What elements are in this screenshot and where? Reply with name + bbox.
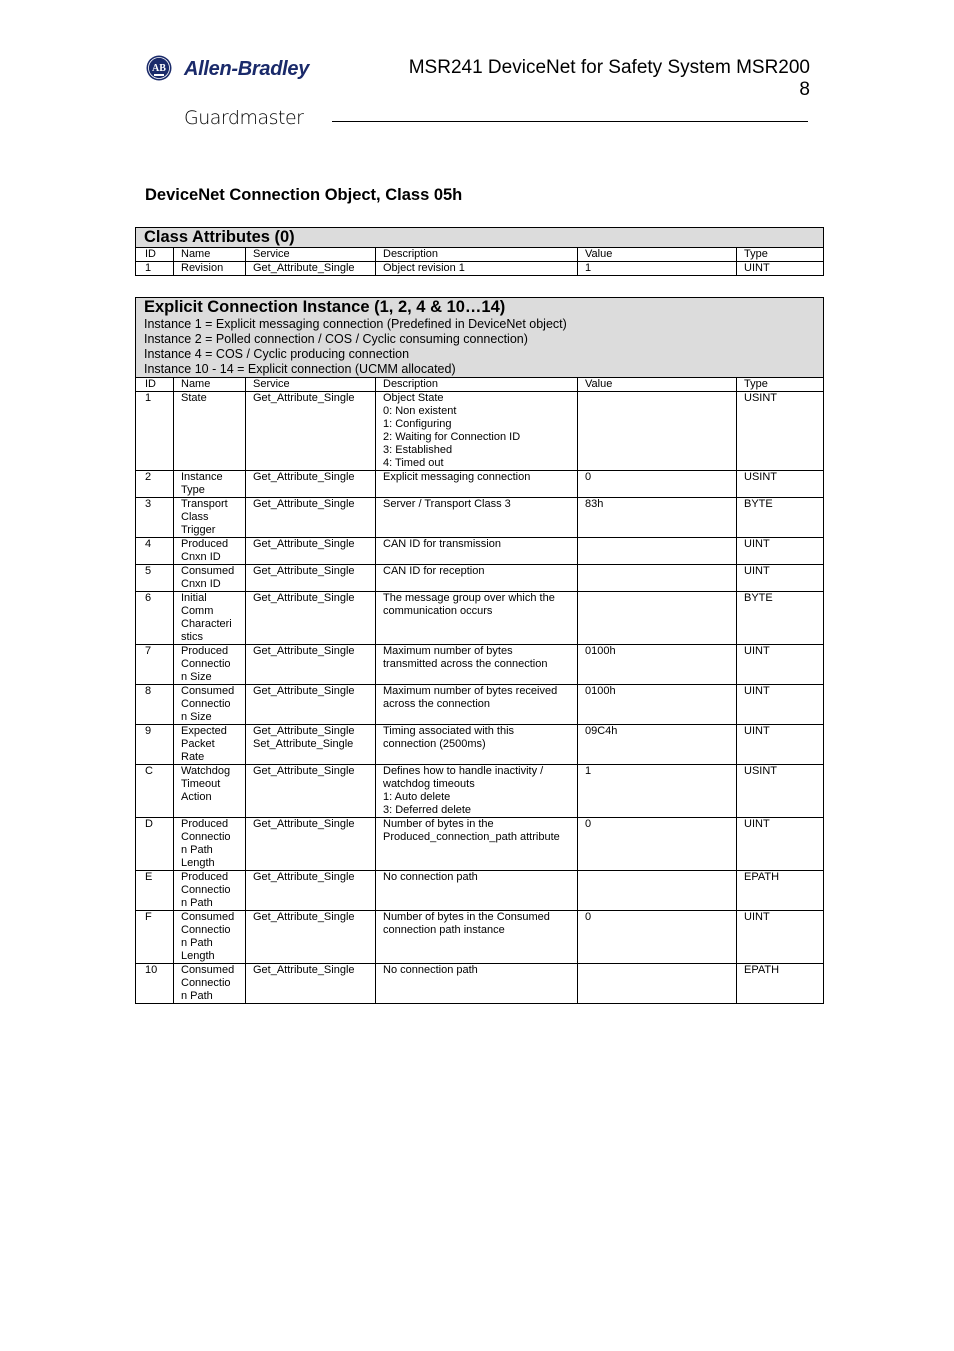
table-cell: No connection path bbox=[376, 964, 578, 1004]
table-cell: Get_Attribute_Single bbox=[246, 538, 376, 565]
instance-note: Instance 4 = COS / Cyclic producing connection bbox=[144, 347, 410, 361]
table-cell: Produced Cnxn ID bbox=[174, 538, 246, 565]
table-row bbox=[136, 538, 824, 565]
table-cell: Number of bytes in the Consumed connection path instance bbox=[376, 911, 578, 964]
table-cell: Object State 0: Non existent 1: Configuring 2: Waiting for Connection ID 3: Established 4: Timed out bbox=[376, 392, 578, 471]
class-attributes-table bbox=[135, 227, 824, 276]
table-row bbox=[136, 871, 824, 911]
table-row bbox=[136, 964, 824, 1004]
table-cell: Consumed Cnxn ID bbox=[174, 565, 246, 592]
column-header: Name bbox=[174, 378, 246, 392]
instance-note: Instance 1 = Explicit messaging connection (Predefined in DeviceNet object) bbox=[144, 317, 567, 331]
table-cell: The message group over which the communication occurs bbox=[376, 592, 578, 645]
table-cell: UINT bbox=[737, 911, 824, 964]
table-cell: Get_Attribute_Single bbox=[246, 911, 376, 964]
table-cell: 1 bbox=[136, 262, 174, 276]
table-cell: USINT bbox=[737, 765, 824, 818]
class-table-title-row bbox=[136, 228, 824, 248]
column-header: ID bbox=[136, 378, 174, 392]
table-cell: 09C4h bbox=[578, 725, 737, 765]
table-cell: 0 bbox=[578, 471, 737, 498]
column-header: Value bbox=[578, 248, 737, 262]
table-cell: BYTE bbox=[737, 592, 824, 645]
table-cell: EPATH bbox=[737, 871, 824, 911]
table-row bbox=[136, 818, 824, 871]
table-cell: UINT bbox=[737, 818, 824, 871]
instance-table-title: Explicit Connection Instance (1, 2, 4 & 10…14) bbox=[144, 298, 506, 316]
guardmaster-logo bbox=[184, 86, 314, 128]
table-cell: USINT bbox=[737, 392, 824, 471]
table-cell: 3 bbox=[136, 498, 174, 538]
table-cell: No connection path bbox=[376, 871, 578, 911]
instance-note: Instance 2 = Polled connection / COS / Cyclic consuming connection) bbox=[144, 332, 528, 346]
table-cell: 83h bbox=[578, 498, 737, 538]
page-number: 8 bbox=[799, 79, 810, 100]
table-row bbox=[136, 471, 824, 498]
table-cell: Watchdog Timeout Action bbox=[174, 765, 246, 818]
table-cell: 10 bbox=[136, 964, 174, 1004]
document-title-text: MSR241 DeviceNet for Safety System MSR200 bbox=[408, 57, 810, 78]
table-cell: Get_Attribute_Single bbox=[246, 592, 376, 645]
instance-note: Instance 10 - 14 = Explicit connection (UCMM allocated) bbox=[144, 362, 456, 376]
table-cell bbox=[578, 592, 737, 645]
table-cell: UINT bbox=[737, 645, 824, 685]
table-cell: F bbox=[136, 911, 174, 964]
table-cell: 1 bbox=[136, 392, 174, 471]
table-cell: Revision bbox=[174, 262, 246, 276]
table-cell: Get_Attribute_Single bbox=[246, 871, 376, 911]
table-row bbox=[136, 645, 824, 685]
table-cell: 0 bbox=[578, 911, 737, 964]
table-cell: 8 bbox=[136, 685, 174, 725]
table-cell: Get_Attribute_Single bbox=[246, 498, 376, 538]
instance-attributes-table bbox=[135, 297, 824, 1004]
table-cell: 0100h bbox=[578, 685, 737, 725]
table-cell: State bbox=[174, 392, 246, 471]
table-cell bbox=[578, 538, 737, 565]
table-cell bbox=[578, 565, 737, 592]
document-title bbox=[409, 57, 810, 101]
table-cell: Get_Attribute_Single bbox=[246, 392, 376, 471]
table-row bbox=[136, 911, 824, 964]
brand-name: Allen-Bradley bbox=[184, 58, 310, 80]
table-cell: USINT bbox=[737, 471, 824, 498]
column-header: Service bbox=[246, 378, 376, 392]
table-cell: Get_Attribute_Single bbox=[246, 685, 376, 725]
table-header-row bbox=[136, 248, 824, 262]
table-cell bbox=[578, 964, 737, 1004]
table-cell: Timing associated with this connection (2500ms) bbox=[376, 725, 578, 765]
table-cell: Explicit messaging connection bbox=[376, 471, 578, 498]
table-cell: Maximum number of bytes received across the connection bbox=[376, 685, 578, 725]
table-cell: CAN ID for reception bbox=[376, 565, 578, 592]
table-row bbox=[136, 725, 824, 765]
table-cell: Transport Class Trigger bbox=[174, 498, 246, 538]
table-cell: 7 bbox=[136, 645, 174, 685]
table-row bbox=[136, 592, 824, 645]
table-cell: 0 bbox=[578, 818, 737, 871]
column-header: Description bbox=[376, 248, 578, 262]
table-cell: Consumed Connectio n Size bbox=[174, 685, 246, 725]
table-cell: Consumed Connectio n Path Length bbox=[174, 911, 246, 964]
table-cell: Produced Connectio n Size bbox=[174, 645, 246, 685]
table-cell: Produced Connectio n Path bbox=[174, 871, 246, 911]
table-cell: 9 bbox=[136, 725, 174, 765]
table-cell bbox=[578, 871, 737, 911]
table-cell: D bbox=[136, 818, 174, 871]
table-cell: Get_Attribute_Single bbox=[246, 765, 376, 818]
table-cell: 5 bbox=[136, 565, 174, 592]
table-cell: Get_Attribute_Single bbox=[246, 471, 376, 498]
table-header-row bbox=[136, 378, 824, 392]
column-header: Type bbox=[737, 378, 824, 392]
table-cell: Produced Connectio n Path Length bbox=[174, 818, 246, 871]
table-cell: UINT bbox=[737, 262, 824, 276]
table-cell: 0100h bbox=[578, 645, 737, 685]
table-cell: UINT bbox=[737, 538, 824, 565]
table-cell: Server / Transport Class 3 bbox=[376, 498, 578, 538]
column-header: Value bbox=[578, 378, 737, 392]
table-cell: UINT bbox=[737, 725, 824, 765]
table-row bbox=[136, 765, 824, 818]
table-cell: UINT bbox=[737, 685, 824, 725]
table-cell: Instance Type bbox=[174, 471, 246, 498]
table-cell: 6 bbox=[136, 592, 174, 645]
table-cell: 2 bbox=[136, 471, 174, 498]
table-cell: BYTE bbox=[737, 498, 824, 538]
header-rule bbox=[332, 121, 808, 122]
table-row bbox=[136, 685, 824, 725]
table-cell: CAN ID for transmission bbox=[376, 538, 578, 565]
table-cell: Initial Comm Characteri stics bbox=[174, 592, 246, 645]
instance-table-title-row bbox=[136, 298, 824, 378]
table-cell: E bbox=[136, 871, 174, 911]
table-cell bbox=[578, 392, 737, 471]
table-cell: 4 bbox=[136, 538, 174, 565]
ab-badge-text: AB bbox=[152, 63, 166, 74]
guardmaster-logo-text: Guardmaster bbox=[184, 107, 304, 128]
class-table-title: Class Attributes (0) bbox=[144, 228, 295, 246]
column-header: ID bbox=[136, 248, 174, 262]
table-cell: C bbox=[136, 765, 174, 818]
table-cell: 1 bbox=[578, 765, 737, 818]
allen-bradley-badge-icon bbox=[146, 55, 172, 81]
table-cell: Expected Packet Rate bbox=[174, 725, 246, 765]
table-cell: Get_Attribute_Single bbox=[246, 645, 376, 685]
table-row bbox=[136, 262, 824, 276]
table-cell: Get_Attribute_Single bbox=[246, 964, 376, 1004]
table-cell: Maximum number of bytes transmitted across the connection bbox=[376, 645, 578, 685]
column-header: Service bbox=[246, 248, 376, 262]
table-cell: Get_Attribute_Single bbox=[246, 262, 376, 276]
table-row bbox=[136, 392, 824, 471]
table-cell: Number of bytes in the Produced_connection_path attribute bbox=[376, 818, 578, 871]
table-cell: Get_Attribute_Single Set_Attribute_Single bbox=[246, 725, 376, 765]
table-cell: Get_Attribute_Single bbox=[246, 818, 376, 871]
table-cell: 1 bbox=[578, 262, 737, 276]
table-cell: Consumed Connectio n Path bbox=[174, 964, 246, 1004]
table-cell: Defines how to handle inactivity / watchdog timeouts 1: Auto delete 3: Deferred delete bbox=[376, 765, 578, 818]
section-heading: DeviceNet Connection Object, Class 05h bbox=[145, 186, 463, 204]
table-cell: EPATH bbox=[737, 964, 824, 1004]
column-header: Description bbox=[376, 378, 578, 392]
table-cell: Object revision 1 bbox=[376, 262, 578, 276]
column-header: Type bbox=[737, 248, 824, 262]
table-cell: Get_Attribute_Single bbox=[246, 565, 376, 592]
column-header: Name bbox=[174, 248, 246, 262]
table-row bbox=[136, 498, 824, 538]
table-cell: UINT bbox=[737, 565, 824, 592]
table-row bbox=[136, 565, 824, 592]
